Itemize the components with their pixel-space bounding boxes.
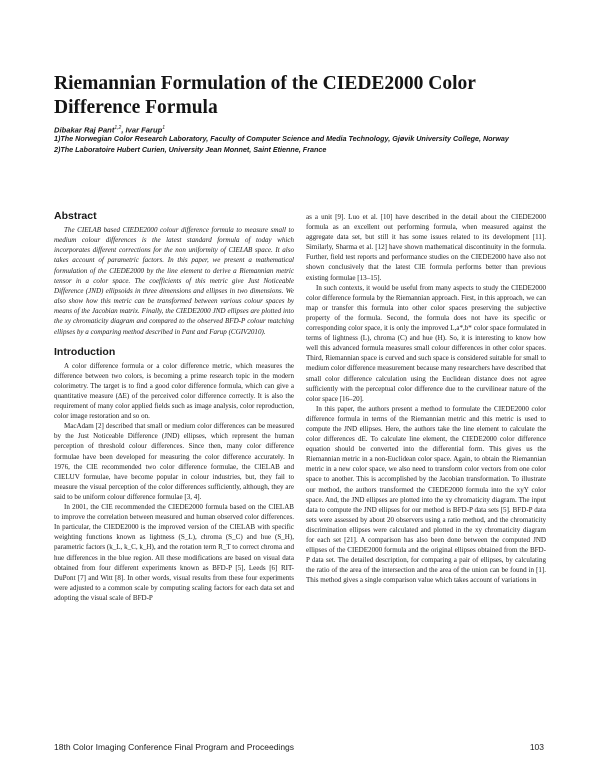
author-name: Ivar Farup: [125, 125, 163, 135]
right-column: [306, 212, 546, 585]
author-affil-mark: 1,2: [114, 125, 122, 131]
body-paragraph: MacAdam [2] described that small or medium color differences can be measured by the Just Noticeable Difference (JND) ellipses, which represent the human perception of threshold colour differences. Since then, many color difference formulae have been developed for measuring the color difference accurately. In 1976, the CIE recommended two color difference formulae, the CIELAB and CIELUV formulae, have become popular in colour industries, but, they fail to measure the visual perception of the color differences sufficiently, although, they are said to be uniform colour difference formulae [3, 4].: [54, 422, 294, 501]
abstract-heading: Abstract: [54, 210, 97, 222]
left-column: [54, 210, 294, 603]
author-name: Dibakar Raj Pant: [54, 125, 115, 135]
abstract-text: The CIELAB based CIEDE2000 colour difference formula to measure small to medium colour differences is the latest standard formula of today which incorporates different corrections for the non uniformity of CIELAB space. It also takes account of parametric factors. In this paper, we present a mathematical formulation of the CIEDE2000 by the line element to derive a Riemannian metric tensor in a color space. The coefficients of this metric give Just Noticeable Difference (JND) ellipsoids in three dimensions and ellipses in two dimensions. We also show how this metric can be transformed between various colour spaces by means of the Jacobian matrix. Finally, the CIEDE2000 JND ellipses are plotted into the xy chromaticity diagram and compared to the observed BFD-P colour matching ellipses by a comparing method described in Pant and Farup (CGIV2010).: [54, 226, 294, 336]
introduction-heading: Introduction: [54, 345, 116, 358]
footer-proceedings: 18th Color Imaging Conference Final Program and Proceedings: [54, 742, 295, 752]
affiliation: 1)The Norwegian Color Research Laboratory, Faculty of Computer Science and Media Technology, Gjøvik University College, Norway: [54, 134, 509, 143]
author-affil-mark: 1: [162, 125, 166, 131]
affiliations: [54, 134, 554, 155]
body-paragraph: In such contexts, it would be useful from many aspects to study the CIEDE2000 color difference formula by the Riemannian approach. First, in this approach, we can map or transfer this formula into other color spaces preserving the subjective property of the formula. Second, the formula does not have its specific or corresponding color space, it is only the improved L,a*,b* color space formulated in terms of lightness (L), chroma (C) and hue (H). So, it is interesting to know how well this advanced formula measures small colour differences in other color spaces. Third, Riemannian space is curved and such space is considered suitable for small to medium color difference measurement because many researchers have described that small color difference calculation using the Euclidean distance does not agree sufficiently with the perceptual color difference due to the curvilinear nature of the color space [16–20].: [306, 283, 546, 403]
paper-title: Riemannian Formulation of the CIEDE2000 Color Difference Formula: [54, 73, 476, 118]
body-paragraph: A color difference formula or a color difference metric, which measures the difference between two colors, is becoming a prime research topic in the modern colorimetry. The target is to find a good color difference formula, which can give a quantitative measure (ΔE) of the perceived color difference correctly. It is also the requirement of many color applied fields such as image analysis, color reproduction, color image restoration and so on.: [54, 361, 294, 421]
page-number: 103: [529, 742, 544, 752]
body-paragraph: In this paper, the authors present a method to formulate the CIEDE2000 color difference formula in terms of the Riemannian metric and this metric is used to compute the JND ellipses. Here, the authors take the line element to calculate the color differences dE. To calculate line element, the CIEDE2000 color difference equation should be converted into the differential form. This gives us the Riemannian metric in a non-Euclidean color space. Again, to obtain the Riemannian metric in a new color space, we also need to transform color vectors from one color space to another. This is accomplished by the Jacobian transformation. To illustrate our method, the authors transformed the CIEDE2000 formula into the xyY color space. And, the JND ellipses are plotted into the xy chromaticity diagram. The input data to compute the JND ellipses for our method is BFD-P data sets [5]. BFD-P data sets were assessed by about 20 observers using a ratio method, and the chromaticity discrimination ellipses were calculated and plotted in the xy chromaticity diagram for each set [21]. A comparison has also been done between the computed JND ellipses of the CIEDE2000 formula and the original ellipses obtained from the BFD-P data set. The detailed description, for comparing a pair of ellipses, by calculating the ratio of the area of the intersection and the area of the union can be found in [1]. This method gives a single comparison value which takes account of variations in: [306, 404, 546, 585]
body-paragraph: In 2001, the CIE recommended the CIEDE2000 formula based on the CIELAB to improve the correlation between measured and human observed color differences. In particular, the CIEDE2000 is the improved version of the CIELAB with specific weighting functions known as lightness (S_L), chroma (S_C) and hue (S_H), parametric factors (k_L, k_C, k_H), and the rotation term R_T to correct chroma and hue differences in the blue region. All these modifications are based on visual data obtained from four different experiments known as BFD-P [5], Leeds [6] RIT-DuPont [7] and Witt [8]. In other words, visual results from these four experiments were adjusted to a common scale by computing scaling factors for each data set and adopting the visual scale of BFD-P: [54, 503, 294, 602]
body-paragraph: as a unit [9]. Luo et al. [10] have described in the detail about the CIEDE2000 formula as an excellent out performing formula, when measured against the aggregate data set, but still it has some issues related to its development [11]. Similarly, Sharma et al. [12] have shown mathematical discontinuity in the formula. Further, field test reports and performance studies on the CIEDE2000 have also not shown conclusively that the latest CIE formula performs better than previous existing formulae [13–15].: [306, 213, 546, 282]
affiliation: 2)The Laboratoire Hubert Curien, University Jean Monnet, Saint Etienne, France: [54, 144, 327, 154]
author-line: Dibakar Raj Pant$^{1,2}$, Ivar Farup$^1$: [54, 125, 166, 135]
